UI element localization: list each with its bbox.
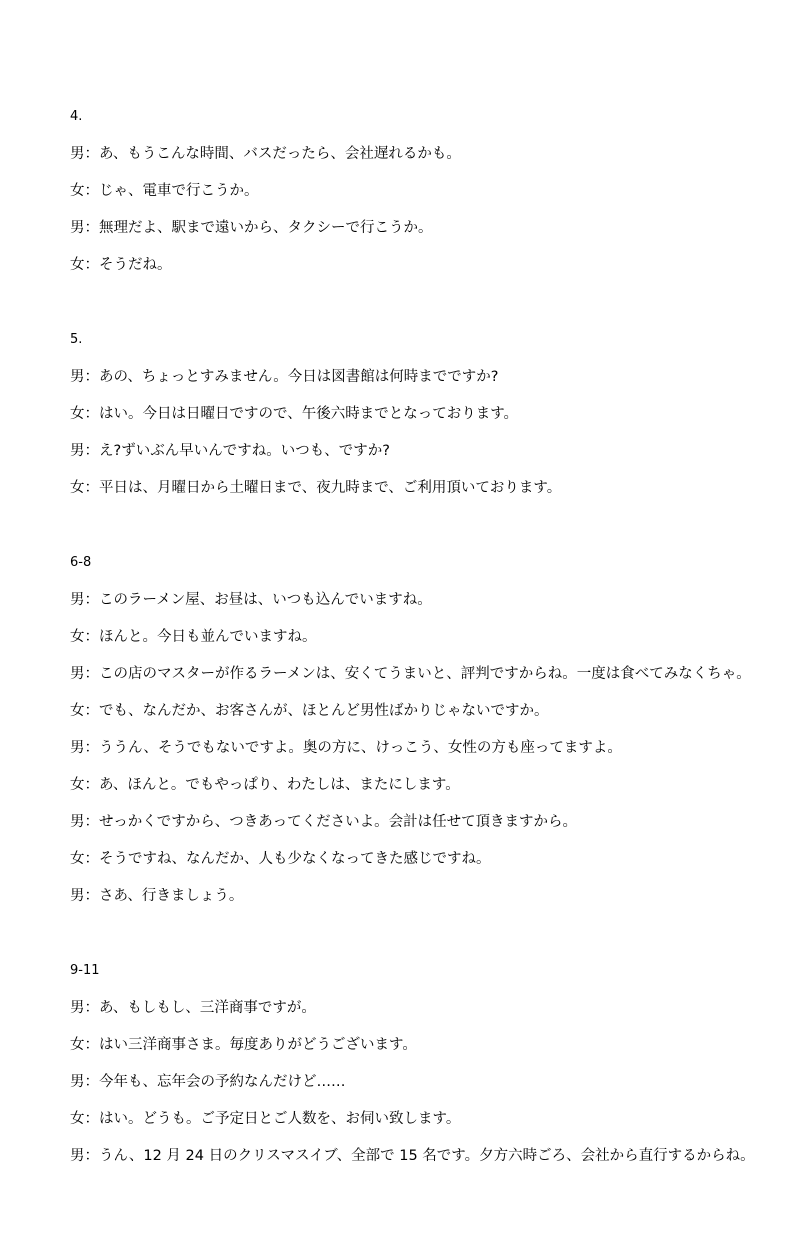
dialogue-line: 男：このラーメン屋、お昼は、いつも込んでいますね。 bbox=[70, 592, 432, 608]
dialogue-line: 男：せっかくですから、つきあってくださいよ。会計は任せて頂きますから。 bbox=[70, 814, 578, 830]
dialogue-line: 女：でも、なんだか、お客さんが、ほとんど男性ばかりじゃないですか。 bbox=[70, 703, 549, 719]
dialogue-line: 男：え?ずいぶん早いんですね。いつも、ですか? bbox=[70, 443, 390, 459]
section-number: 6-8 bbox=[70, 555, 92, 570]
dialogue-line: 男：あ、もしもし、三洋商事ですが。 bbox=[70, 1000, 316, 1016]
section-number: 9-11 bbox=[70, 963, 100, 978]
dialogue-line: 男：あ、もうこんな時間、バスだったら、会社遅れるかも。 bbox=[70, 146, 461, 162]
dialogue-line: 男：無理だよ、駅まで遠いから、タクシーで行こうか。 bbox=[70, 220, 433, 236]
dialogue-line: 女：平日は、月曜日から土曜日まで、夜九時まで、ご利用頂いております。 bbox=[70, 480, 562, 496]
dialogue-line: 女：じゃ、電車で行こうか。 bbox=[70, 183, 259, 199]
dialogue-line: 女：そうですね、なんだか、人も少なくなってきた感じですね。 bbox=[70, 851, 491, 867]
dialogue-line: 男：あの、ちょっとすみません。今日は図書館は何時までですか? bbox=[70, 369, 499, 385]
dialogue-line: 女：そうだね。 bbox=[70, 257, 172, 273]
dialogue-line: 女：はい三洋商事さま。毎度ありがどうございます。 bbox=[70, 1037, 417, 1053]
section-number: 4. bbox=[70, 109, 83, 124]
dialogue-line: 女：はい。今日は日曜日ですので、午後六時までとなっております。 bbox=[70, 406, 519, 422]
dialogue-line: 男：この店のマスターが作るラーメンは、安くてうまいと、評判ですからね。一度は食べてみなくちゃ。 bbox=[70, 666, 751, 682]
dialogue-line: 女：あ、ほんと。でもやっぱり、わたしは、またにします。 bbox=[70, 777, 460, 793]
section-number: 5. bbox=[70, 332, 83, 347]
dialogue-line: 男：さあ、行きましょう。 bbox=[70, 888, 244, 904]
dialogue-line: 男：今年も、忘年会の予約なんだけど…… bbox=[70, 1074, 346, 1090]
dialogue-line: 女：はい。どうも。ご予定日とご人数を、お伺い致します。 bbox=[70, 1111, 461, 1127]
dialogue-line: 男：ううん、そうでもないですよ。奥の方に、けっこう、女性の方も座ってますよ。 bbox=[70, 740, 622, 756]
dialogue-line: 男：うん、12 月 24 日のクリスマスイブ、全部で 15 名です。夕方六時ごろ、会社から直行するからね。 bbox=[70, 1148, 755, 1164]
dialogue-line: 女：ほんと。今日も並んでいますね。 bbox=[70, 629, 317, 645]
